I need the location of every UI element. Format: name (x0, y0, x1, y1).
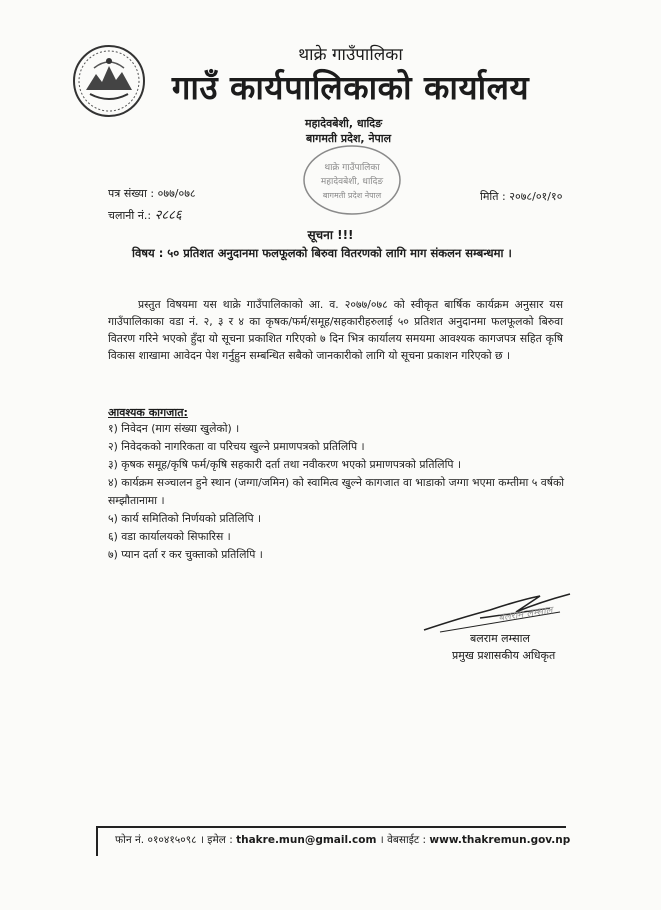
notice-title: सूचना !!! (307, 228, 354, 242)
dispatch-number-label: चलानी नं.: (108, 209, 152, 222)
address-line-1: महादेवबेशी, धादिङ (305, 117, 383, 130)
notice-subject: विषय : ५० प्रतिशत अनुदानमा फलफूलको बिरुवा वितरणको लागि माग संकलन सम्बन्धमा । (132, 246, 512, 260)
document-item: ५) कार्य समितिको निर्णयको प्रतिलिपि । (108, 512, 262, 525)
documents-list (108, 420, 568, 564)
municipality-name: थाक्रे गाउँपालिका (298, 45, 403, 65)
document-item: ४) कार्यक्रम सञ्चालन हुने स्थान (जग्गा/जमिन) को स्वामित्व खुल्ने कागजात वा भाडाको जग्गा भएमा कम्तीमा ५ वर्षको सम्झौतानामा । (108, 476, 565, 507)
document-item: २) निवेदकको नागरिकता वा परिचय खुल्ने प्रमाणपत्रको प्रतिलिपि । (108, 440, 365, 453)
signatory-stamp: बलराम लम्साल (497, 605, 554, 624)
address-line-2: बागमती प्रदेश, नेपाल (306, 132, 392, 145)
date-value: २०७८/०१/१० (509, 190, 563, 203)
email-link[interactable]: thakre.mun@gmail.com (236, 834, 377, 846)
phone-label: फोन नं. (115, 834, 145, 846)
website-link[interactable]: www.thakremun.gov.np (429, 834, 571, 846)
phone-value: ०१०४१५०९८ (147, 834, 197, 846)
footer-contact: फोन नं. ०१०४१५०९८ । इमेल : thakre.mun@gmail.com । वेबसाईट : www.thakremun.gov.np (115, 834, 571, 846)
document-item: ६) वडा कार्यालयको सिफारिस । (108, 530, 231, 543)
stamp-line-1: थाक्रे गाउँपालिका (324, 163, 380, 173)
dispatch-number (108, 205, 182, 223)
office-name: गाउँ कार्यपालिकाको कार्यालय (171, 68, 530, 107)
stamp-line-2: महादेवबेशी, धादिङ (320, 177, 384, 187)
letter-number (108, 186, 196, 201)
notice-body: प्रस्तुत विषयमा यस थाक्रे गाउँपालिकाको आ. व. २०७७/०७८ को स्वीकृत बार्षिक कार्यक्रम अनुसार यस गाउँपालिकाका वडा नं. २, ३ र ४ का कृषक/फर्म/समूह/सहकारीहरुलाई ५० प्रतिशत अनुदानमा फलफूलको बिरुवा वितरण गरिने भएको हुँदा यो सूचना प्रकाशित गरिएको ७ दिन भित्र कार्यालय समयमा आवश्यक कागजपत्र सहित कृषि विकास शाखामा आवेदन पेश गर्नुहुन सम्बन्धित सबैको जानकारीको लागि यो सूचना प्रकाशन गरिएको छ । (108, 298, 563, 362)
documents-heading: आवश्यक कागजात: (108, 406, 188, 419)
email-label: इमेल : (207, 834, 233, 846)
website-label: वेबसाईट : (387, 834, 427, 846)
signatory-title: प्रमुख प्रशासकीय अधिकृत (452, 649, 556, 662)
stamp-line-3: बागमती प्रदेश नेपाल (322, 191, 382, 200)
dispatch-number-value: २८८६ (154, 208, 182, 223)
office-stamp (300, 140, 404, 220)
footer-divider (96, 826, 566, 828)
document-item: ७) प्यान दर्ता र कर चुक्ताको प्रतिलिपि । (108, 548, 263, 561)
letter-number-label: पत्र संख्या : (108, 187, 155, 200)
document-item: ३) कृषक समूह/कृषि फर्म/कृषि सहकारी दर्ता तथा नवीकरण भएको प्रमाणपत्रको प्रतिलिपि । (108, 458, 462, 471)
letter-number-value: ०७७/०७८ (157, 187, 196, 200)
date-label: मिति : (480, 190, 506, 203)
document-item: १) निवेदन (माग संख्या खुलेको) । (108, 422, 240, 435)
signatory-name: बलराम लम्साल (470, 632, 530, 645)
letter-date (480, 189, 562, 204)
footer-left-divider (96, 826, 98, 856)
